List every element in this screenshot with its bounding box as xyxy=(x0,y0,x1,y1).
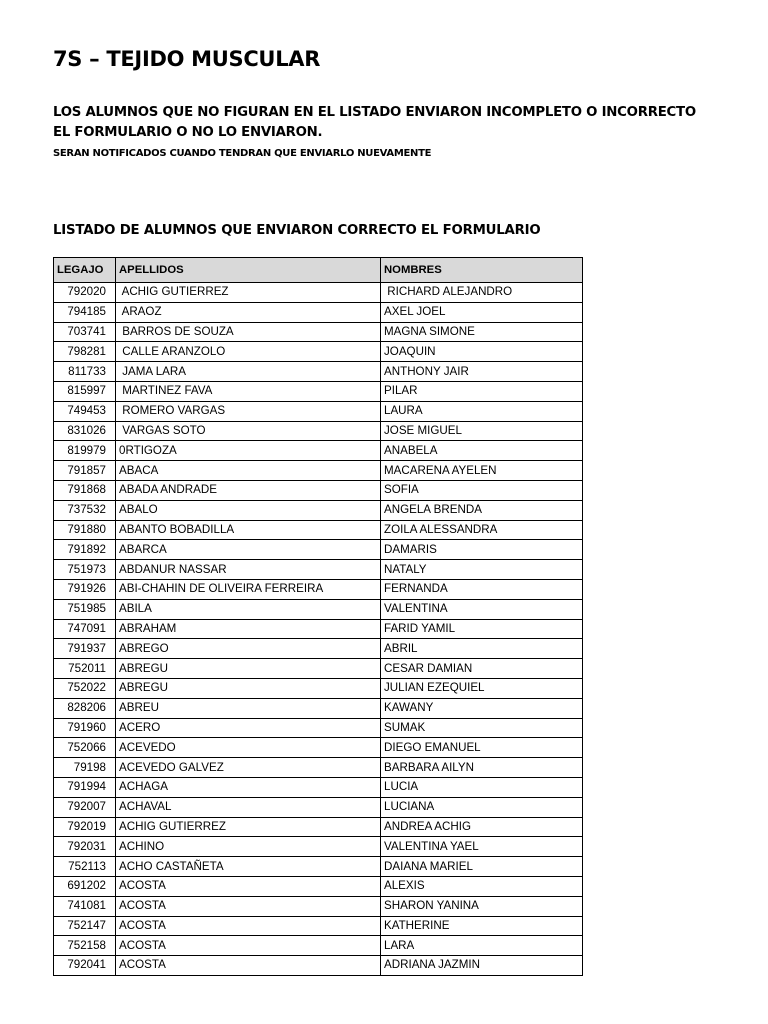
table-row xyxy=(54,461,583,481)
table-row xyxy=(54,797,583,817)
cell-apellidos: ACEVEDO xyxy=(116,738,381,758)
table-row xyxy=(54,619,583,639)
table-row xyxy=(54,956,583,976)
cell-legajo: 751985 xyxy=(54,599,116,619)
cell-apellidos: ACERO xyxy=(116,718,381,738)
cell-legajo: 791994 xyxy=(54,777,116,797)
cell-nombres: SOFIA xyxy=(381,480,583,500)
cell-apellidos: MARTINEZ FAVA xyxy=(116,381,381,401)
table-row xyxy=(54,500,583,520)
cell-legajo: 741081 xyxy=(54,896,116,916)
cell-apellidos: ARAOZ xyxy=(116,302,381,322)
cell-legajo: 792020 xyxy=(54,283,116,303)
table-row xyxy=(54,817,583,837)
notice-text xyxy=(53,103,696,143)
cell-nombres: SUMAK xyxy=(381,718,583,738)
cell-apellidos: 0RTIGOZA xyxy=(116,441,381,461)
cell-apellidos: ABACA xyxy=(116,461,381,481)
cell-apellidos: CALLE ARANZOLO xyxy=(116,342,381,362)
cell-legajo: 811733 xyxy=(54,362,116,382)
cell-legajo: 792007 xyxy=(54,797,116,817)
cell-nombres: ADRIANA JAZMIN xyxy=(381,956,583,976)
cell-apellidos: ABADA ANDRADE xyxy=(116,480,381,500)
cell-nombres: RICHARD ALEJANDRO xyxy=(381,283,583,303)
cell-legajo: 791868 xyxy=(54,480,116,500)
table-row xyxy=(54,381,583,401)
cell-nombres: DAMARIS xyxy=(381,540,583,560)
cell-legajo: 737532 xyxy=(54,500,116,520)
cell-apellidos: ABILA xyxy=(116,599,381,619)
cell-legajo: 831026 xyxy=(54,421,116,441)
page-title: 7S – TEJIDO MUSCULAR xyxy=(53,47,321,71)
table-row xyxy=(54,322,583,342)
cell-legajo: 703741 xyxy=(54,322,116,342)
cell-nombres: SHARON YANINA xyxy=(381,896,583,916)
cell-legajo: 752066 xyxy=(54,738,116,758)
table-row xyxy=(54,579,583,599)
cell-legajo: 791937 xyxy=(54,639,116,659)
cell-apellidos: ACOSTA xyxy=(116,876,381,896)
notice-line-1: LOS ALUMNOS QUE NO FIGURAN EN EL LISTADO ENVIARON INCOMPLETO O INCORRECTO xyxy=(53,105,696,120)
cell-apellidos: ABARCA xyxy=(116,540,381,560)
cell-apellidos: ABI-CHAHIN DE OLIVEIRA FERREIRA xyxy=(116,579,381,599)
table-row xyxy=(54,837,583,857)
cell-legajo: 828206 xyxy=(54,698,116,718)
cell-nombres: VALENTINA xyxy=(381,599,583,619)
list-heading: LISTADO DE ALUMNOS QUE ENVIARON CORRECTO EL FORMULARIO xyxy=(53,223,541,238)
cell-nombres: DAIANA MARIEL xyxy=(381,857,583,877)
table-row xyxy=(54,342,583,362)
table-row xyxy=(54,520,583,540)
cell-apellidos: ACOSTA xyxy=(116,956,381,976)
cell-legajo: 815997 xyxy=(54,381,116,401)
cell-legajo: 791926 xyxy=(54,579,116,599)
cell-legajo: 752022 xyxy=(54,678,116,698)
cell-nombres: CESAR DAMIAN xyxy=(381,659,583,679)
table-row xyxy=(54,362,583,382)
table-row xyxy=(54,639,583,659)
cell-apellidos: BARROS DE SOUZA xyxy=(116,322,381,342)
cell-legajo: 751973 xyxy=(54,560,116,580)
table-row xyxy=(54,283,583,303)
cell-nombres: ABRIL xyxy=(381,639,583,659)
cell-legajo: 792041 xyxy=(54,956,116,976)
cell-nombres: DIEGO EMANUEL xyxy=(381,738,583,758)
table-row xyxy=(54,540,583,560)
cell-nombres: ALEXIS xyxy=(381,876,583,896)
table-row xyxy=(54,560,583,580)
cell-nombres: JULIAN EZEQUIEL xyxy=(381,678,583,698)
table-row xyxy=(54,758,583,778)
cell-nombres: AXEL JOEL xyxy=(381,302,583,322)
cell-nombres: LAURA xyxy=(381,401,583,421)
cell-nombres: ANGELA BRENDA xyxy=(381,500,583,520)
table-row xyxy=(54,302,583,322)
cell-legajo: 752158 xyxy=(54,936,116,956)
cell-apellidos: ACOSTA xyxy=(116,936,381,956)
cell-nombres: KATHERINE xyxy=(381,916,583,936)
cell-apellidos: JAMA LARA xyxy=(116,362,381,382)
table-row xyxy=(54,401,583,421)
cell-apellidos: ACOSTA xyxy=(116,916,381,936)
cell-nombres: BARBARA AILYN xyxy=(381,758,583,778)
table-row xyxy=(54,718,583,738)
cell-apellidos: ABRAHAM xyxy=(116,619,381,639)
cell-legajo: 752113 xyxy=(54,857,116,877)
cell-apellidos: ABREGU xyxy=(116,678,381,698)
cell-apellidos: ABREGU xyxy=(116,659,381,679)
cell-legajo: 749453 xyxy=(54,401,116,421)
cell-nombres: JOAQUIN xyxy=(381,342,583,362)
table-row xyxy=(54,480,583,500)
cell-nombres: KAWANY xyxy=(381,698,583,718)
cell-legajo: 752147 xyxy=(54,916,116,936)
cell-apellidos: ABANTO BOBADILLA xyxy=(116,520,381,540)
cell-apellidos: ACHIG GUTIERREZ xyxy=(116,283,381,303)
cell-nombres: ANABELA xyxy=(381,441,583,461)
cell-apellidos: ACHAVAL xyxy=(116,797,381,817)
cell-apellidos: ACHIG GUTIERREZ xyxy=(116,817,381,837)
cell-apellidos: ABALO xyxy=(116,500,381,520)
cell-legajo: 798281 xyxy=(54,342,116,362)
cell-legajo: 792019 xyxy=(54,817,116,837)
cell-legajo: 794185 xyxy=(54,302,116,322)
cell-legajo: 791857 xyxy=(54,461,116,481)
cell-legajo: 691202 xyxy=(54,876,116,896)
cell-legajo: 752011 xyxy=(54,659,116,679)
cell-nombres: ANTHONY JAIR xyxy=(381,362,583,382)
cell-legajo: 791880 xyxy=(54,520,116,540)
table-row xyxy=(54,777,583,797)
table-row xyxy=(54,738,583,758)
cell-nombres: LUCIA xyxy=(381,777,583,797)
notification-note: SERAN NOTIFICADOS CUANDO TENDRAN QUE ENVIARLO NUEVAMENTE xyxy=(53,148,432,159)
table-row xyxy=(54,599,583,619)
cell-legajo: 791960 xyxy=(54,718,116,738)
notice-line-2: EL FORMULARIO O NO LO ENVIARON. xyxy=(53,125,323,140)
cell-apellidos: ROMERO VARGAS xyxy=(116,401,381,421)
cell-nombres: ANDREA ACHIG xyxy=(381,817,583,837)
cell-apellidos: ABREU xyxy=(116,698,381,718)
table-row xyxy=(54,896,583,916)
cell-apellidos: ACHO CASTAÑETA xyxy=(116,857,381,877)
table-row xyxy=(54,441,583,461)
header-legajo: LEGAJO xyxy=(54,258,116,283)
cell-nombres: NATALY xyxy=(381,560,583,580)
cell-legajo: 747091 xyxy=(54,619,116,639)
cell-nombres: LARA xyxy=(381,936,583,956)
table-body xyxy=(54,283,583,976)
cell-nombres: PILAR xyxy=(381,381,583,401)
header-nombres: NOMBRES xyxy=(381,258,583,283)
table-row xyxy=(54,857,583,877)
cell-legajo: 791892 xyxy=(54,540,116,560)
cell-apellidos: ACEVEDO GALVEZ xyxy=(116,758,381,778)
cell-nombres: ZOILA ALESSANDRA xyxy=(381,520,583,540)
cell-apellidos: ACOSTA xyxy=(116,896,381,916)
cell-legajo: 792031 xyxy=(54,837,116,857)
cell-apellidos: VARGAS SOTO xyxy=(116,421,381,441)
table-row xyxy=(54,659,583,679)
cell-nombres: JOSE MIGUEL xyxy=(381,421,583,441)
cell-nombres: FERNANDA xyxy=(381,579,583,599)
cell-nombres: MACARENA AYELEN xyxy=(381,461,583,481)
table-header-row xyxy=(54,258,583,283)
cell-apellidos: ACHINO xyxy=(116,837,381,857)
table-row xyxy=(54,916,583,936)
cell-legajo: 79198 xyxy=(54,758,116,778)
cell-nombres: MAGNA SIMONE xyxy=(381,322,583,342)
cell-nombres: VALENTINA YAEL xyxy=(381,837,583,857)
cell-apellidos: ABDANUR NASSAR xyxy=(116,560,381,580)
table-row xyxy=(54,698,583,718)
table-row xyxy=(54,876,583,896)
table-row xyxy=(54,421,583,441)
table-row xyxy=(54,936,583,956)
cell-nombres: LUCIANA xyxy=(381,797,583,817)
cell-legajo: 819979 xyxy=(54,441,116,461)
cell-nombres: FARID YAMIL xyxy=(381,619,583,639)
table-row xyxy=(54,678,583,698)
cell-apellidos: ABREGO xyxy=(116,639,381,659)
cell-apellidos: ACHAGA xyxy=(116,777,381,797)
header-apellidos: APELLIDOS xyxy=(116,258,381,283)
students-table xyxy=(53,257,583,976)
